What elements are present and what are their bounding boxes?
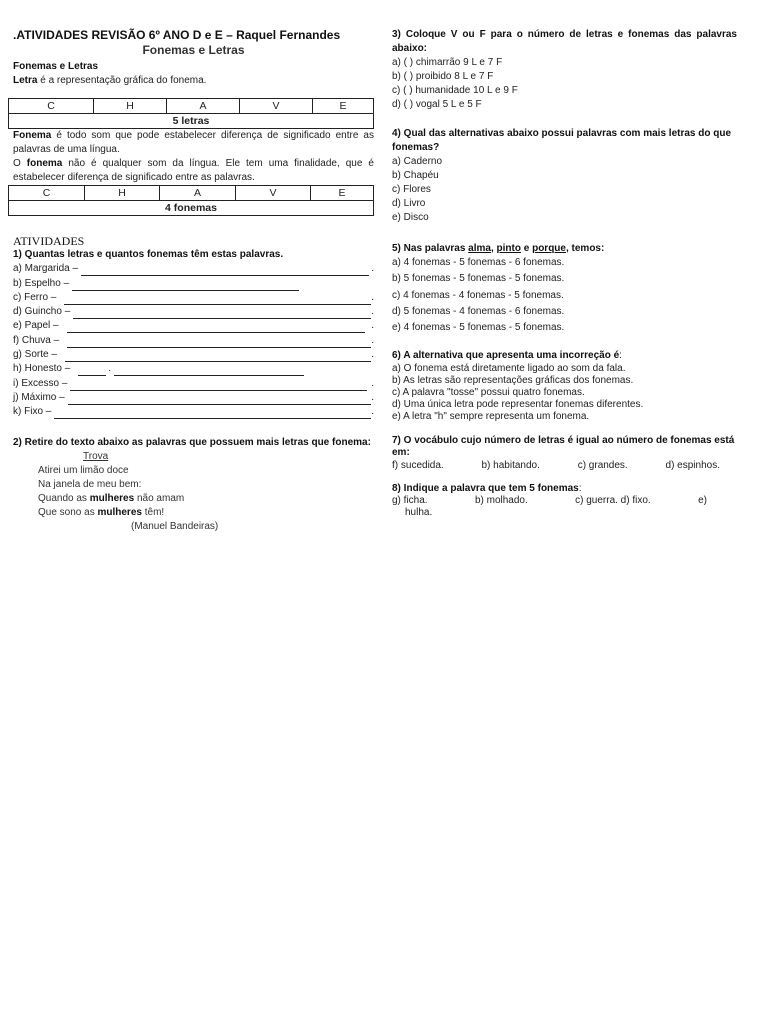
q6-option[interactable]: b) As letras são representações gráficas dos fonemas. (392, 375, 634, 387)
answer-line[interactable] (65, 352, 371, 362)
letra-definition: Letra é a representação gráfica do fonema. (13, 75, 207, 86)
q6-option[interactable]: c) A palavra "tosse" possui quatro fonemas. (392, 387, 585, 399)
question-1: 1) Quantas letras e quantos fonemas têm estas palavras. (13, 249, 284, 260)
q4-option[interactable]: c) Flores (392, 184, 431, 195)
q1-answer-list (13, 262, 374, 419)
intro-heading: Fonemas e Letras (13, 61, 99, 72)
q5-options (392, 256, 737, 337)
q5-option[interactable]: a) 4 fonemas - 5 fonemas - 6 fonemas. (392, 257, 565, 268)
q4-options (392, 155, 737, 225)
q6-options (392, 363, 737, 423)
q3-option[interactable]: b) ( ) proibido 8 L e 7 F (392, 71, 494, 82)
answer-line[interactable] (68, 395, 372, 405)
page-title: .ATIVIDADES REVISÃO 6º ANO D e E – Raquel Fernandes (13, 28, 341, 42)
question-7: 7) O vocábulo cujo número de letras é igual ao número de fonemas está em: (392, 435, 735, 459)
question-4: 4) Qual das alternativas abaixo possui palavras com mais letras do que fonemas? (392, 128, 732, 153)
answer-line[interactable] (64, 295, 371, 305)
q1-answer-row: j) Máximo – . (13, 391, 374, 403)
q7-options (392, 459, 737, 473)
answer-line[interactable] (67, 323, 366, 333)
q7-option[interactable]: c) grandes. (577, 460, 628, 472)
poem-line: Quando as mulheres não amam (38, 493, 185, 505)
answer-line[interactable] (81, 266, 369, 276)
fonemas-summary: 4 fonemas (9, 201, 374, 216)
answer-line[interactable] (73, 309, 371, 319)
q6-option[interactable]: e) A letra "h" sempre representa um fonema. (392, 411, 590, 423)
q3-option[interactable]: c) ( ) humanidade 10 L e 9 F (392, 85, 518, 96)
answer-line[interactable] (70, 381, 367, 391)
poem-line: Que sono as mulheres têm! (38, 507, 165, 519)
q8-option-last[interactable]: hulha. (405, 507, 433, 519)
q1-answer-row: k) Fixo – . (13, 406, 374, 418)
q1-answer-row: d) Guincho – . (13, 306, 374, 318)
q3-option[interactable]: a) ( ) chimarrão 9 L e 7 F (392, 57, 503, 68)
letters-cell: V (240, 99, 313, 114)
q1-answer-row: a) Margarida – . (13, 263, 374, 275)
fonema-explanation: O fonema não é qualquer som da língua. Ele tem uma finalidade, que é estabelecer diferença de significado entre as palavras. (13, 158, 374, 183)
q8-options (392, 495, 737, 507)
q6-option[interactable]: d) Uma única letra pode representar fonemas diferentes. (392, 399, 644, 411)
question-6: 6) A alternativa que apresenta uma incorreção é: (392, 350, 622, 362)
q3-options (392, 56, 737, 112)
q5-option[interactable]: d) 5 fonemas - 4 fonemas - 6 fonemas. (392, 305, 565, 317)
q8-option[interactable]: b) molhado. (474, 495, 528, 507)
left-column (13, 28, 374, 534)
fonemas-table (8, 185, 374, 216)
letters-cell: E (313, 99, 374, 114)
q1-answer-row: e) Papel – . (13, 320, 374, 332)
answer-line[interactable] (114, 366, 304, 376)
poem (38, 450, 374, 534)
q4-option[interactable]: b) Chapéu (392, 170, 439, 181)
q7-option[interactable]: f) sucedida. (392, 460, 444, 472)
answer-line[interactable] (67, 338, 371, 348)
letters-cell: H (94, 99, 167, 114)
q7-option[interactable]: b) habitando. (481, 460, 540, 472)
answer-line[interactable] (72, 281, 299, 291)
right-column (392, 28, 737, 519)
q6-option[interactable]: a) O fonema está diretamente ligado ao som da fala. (392, 363, 626, 375)
letters-cell: C (9, 99, 94, 114)
q4-option[interactable]: a) Caderno (392, 156, 443, 167)
page-subtitle: Fonemas e Letras (142, 43, 245, 57)
question-8: 8) Indique a palavra que tem 5 fonemas: (392, 483, 582, 495)
q1-answer-row: b) Espelho – (13, 276, 374, 290)
fonemas-cell: C (9, 186, 85, 201)
poem-line: Na janela de meu bem: (38, 479, 142, 491)
q1-answer-row: h) Honesto – . (13, 362, 374, 376)
q3-option[interactable]: d) ( ) vogal 5 L e 5 F (392, 99, 482, 110)
q1-answer-row: g) Sorte – . (13, 349, 374, 361)
q8-option[interactable]: e) (698, 495, 707, 507)
q1-answer-row: f) Chuva – . (13, 334, 374, 346)
q8-option[interactable]: g) ficha. (392, 495, 428, 507)
atividades-heading: ATIVIDADES (13, 234, 85, 248)
letters-cell: A (167, 99, 240, 114)
q4-option[interactable]: d) Livro (392, 198, 426, 209)
q5-option[interactable]: e) 4 fonemas - 5 fonemas - 5 fonemas. (392, 322, 565, 334)
letters-table (8, 98, 374, 129)
answer-line[interactable] (54, 409, 371, 419)
letters-summary: 5 letras (9, 114, 374, 129)
q5-option[interactable]: c) 4 fonemas - 4 fonemas - 5 fonemas. (392, 289, 564, 301)
q8-option[interactable]: c) guerra. d) fixo. (575, 495, 651, 507)
poem-line: Atirei um limão doce (38, 465, 129, 477)
poem-title: Trova (83, 451, 109, 463)
question-5: 5) Nas palavras alma, pinto e porque, temos: (392, 243, 605, 254)
q1-answer-row: c) Ferro – . (13, 291, 374, 303)
answer-line[interactable] (78, 366, 106, 376)
question-2: 2) Retire do texto abaixo as palavras que possuem mais letras que fonema: (13, 437, 371, 449)
poem-author: (Manuel Bandeiras) (131, 521, 219, 533)
fonemas-cell: V (236, 186, 311, 201)
fonema-definition: Fonema é todo som que pode estabelecer diferença de significado entre as palavras de uma língua. (13, 130, 374, 155)
q5-option[interactable]: b) 5 fonemas - 5 fonemas - 5 fonemas. (392, 273, 565, 285)
q1-answer-row: i) Excesso – . (13, 377, 374, 389)
question-3: 3) Coloque V ou F para o número de letras e fonemas das palavras abaixo: (392, 29, 737, 54)
q7-option[interactable]: d) espinhos. (665, 460, 720, 472)
q4-option[interactable]: e) Disco (392, 212, 429, 223)
fonemas-cell: H (85, 186, 160, 201)
fonemas-cell: E (311, 186, 374, 201)
fonemas-cell: A (160, 186, 236, 201)
